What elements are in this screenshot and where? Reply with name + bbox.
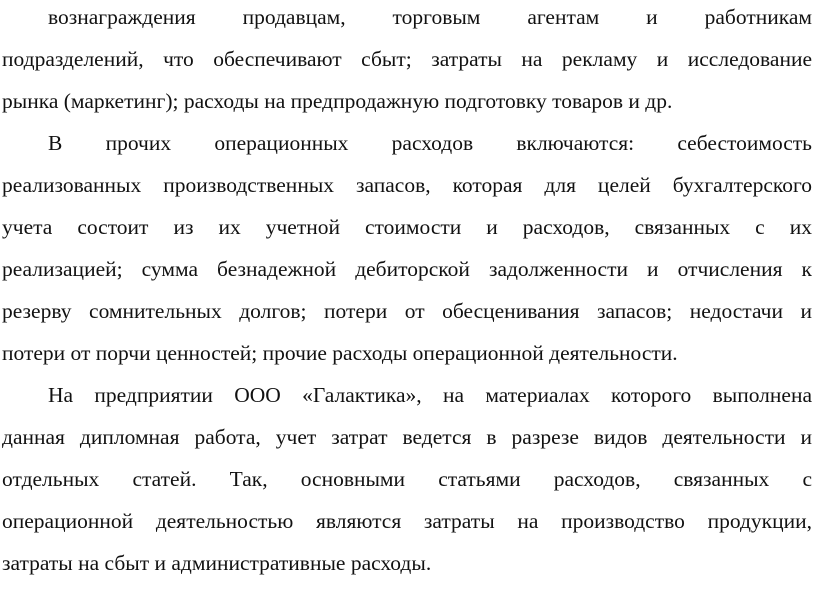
paragraph-3-line-1: На предприятии ООО «Галактика», на материалах которого выполнена — [48, 383, 812, 407]
paragraph-2-line-3: учета состоит из их учетной стоимости и расходов, связанных с их — [2, 215, 812, 239]
paragraph-3-line-3: отдельных статей. Так, основными статьями расходов, связанных с — [2, 467, 812, 491]
paragraph-1-line-2: подразделений, что обеспечивают сбыт; затраты на рекламу и исследование — [2, 47, 812, 71]
paragraph-1-line-3: рынка (маркетинг); расходы на предпродажную подготовку товаров и др. — [2, 89, 673, 113]
paragraph-2-line-6: потери от порчи ценностей; прочие расходы операционной деятельности. — [2, 341, 678, 365]
paragraph-2-line-5: резерву сомнительных долгов; потери от обесценивания запасов; недостачи и — [2, 299, 812, 323]
paragraph-3-line-2: данная дипломная работа, учет затрат ведется в разрезе видов деятельности и — [2, 425, 812, 449]
paragraph-1-line-1: вознаграждения продавцам, торговым агентам и работникам — [48, 5, 812, 29]
paragraph-2-line-4: реализацией; сумма безнадежной дебиторской задолженности и отчисления к — [2, 257, 812, 281]
paragraph-2-line-2: реализованных производственных запасов, которая для целей бухгалтерского — [2, 173, 812, 197]
paragraph-3-line-4: операционной деятельностью являются затраты на производство продукции, — [2, 509, 812, 533]
paragraph-2-line-1: В прочих операционных расходов включаются: себестоимость — [48, 131, 812, 155]
paragraph-3-line-5: затраты на сбыт и административные расходы. — [2, 551, 432, 575]
